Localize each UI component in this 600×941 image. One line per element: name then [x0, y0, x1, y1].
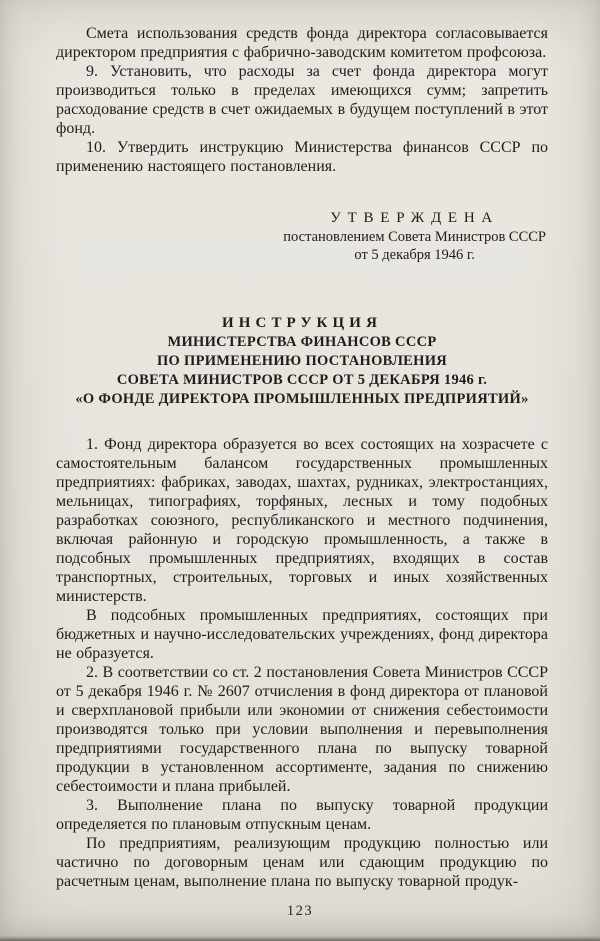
paragraph-item-2: 2. В соответствии со ст. 2 постановления Совета Министров СССР от 5 декабря 1946 г. № 2607 отчисления в фонд директора от плановой и сверхплановой прибыли или экономии от снижения себестоимости производятся только при условии выполнения и перевыполнения предприятиями государственного плана по выпуску товарной продукции в установленном ассортименте, задания по снижению себестоимости и плана прибылей. [56, 664, 548, 795]
approval-line-date: от 5 декабря 1946 г. [354, 247, 475, 263]
heading-line-ministry: МИНИСТЕРСТВА ФИНАНСОВ СССР [167, 334, 437, 350]
instruction-heading [56, 314, 548, 409]
instruction-body [56, 435, 548, 891]
paragraph-item-10: 10. Утвердить инструкцию Министерства финансов СССР по применению настоящего постановления. [56, 139, 548, 175]
paragraph-fund-estimate: Смета использования средств фонда директора согласовывается директором предприятия с фабрично-заводским комитетом профсоюза. [56, 25, 548, 61]
heading-line-instruction: ИНСТРУКЦИЯ [221, 315, 382, 331]
paragraph-subsidiary-note: В подсобных промышленных предприятиях, состоящих при бюджетных и научно-исследовательских учреждениях, фонд директора не образуется. [56, 607, 548, 662]
paragraph-item-3: 3. Выполнение плана по выпуску товарной продукции определяется по плановым отпускным ценам. [56, 797, 548, 833]
approval-line-resolution: постановлением Совета Министров СССР [283, 229, 546, 245]
page-number: 123 [286, 903, 314, 919]
approval-block [283, 208, 546, 264]
approval-title: УТВЕРЖДЕНА [330, 210, 500, 226]
heading-line-application: ПО ПРИМЕНЕНИЮ ПОСТАНОВЛЕНИЯ [156, 353, 448, 369]
paragraph-contract-prices: По предприятиям, реализующим продукцию полностью или частично по договорным ценам или сдающим продукцию по расчетным ценам, выполнение плана по выпуску товарной продук- [56, 835, 548, 890]
paragraph-item-1: 1. Фонд директора образуется во всех состоящих на хозрасчете с самостоятельным балансом государственных промышленных предприятиях: фабриках, заводах, шахтах, рудниках, электростанциях, мельницах, типографиях, торфяных, лесных и тому подобных разработках союзного, республиканского и местного подчинения, включая районную и городскую промышленность, а также в подсобных промышленных предприятиях, входящих в состав транспортных, строительных, торговых и иных хозяйственных министерств. [56, 436, 548, 605]
scan-edge-shadow [0, 936, 600, 941]
heading-line-fund-title: «О ФОНДЕ ДИРЕКТОРА ПРОМЫШЛЕННЫХ ПРЕДПРИЯТИЙ» [75, 391, 529, 407]
heading-line-council-date: СОВЕТА МИНИСТРОВ СССР ОТ 5 ДЕКАБРЯ 1946 г. [116, 372, 488, 388]
paragraph-item-9: 9. Установить, что расходы за счет фонда директора могут производиться только в пределах имеющихся сумм; запретить расходование средств в счет ожидаемых в будущем поступлений в этот фонд. [56, 63, 548, 137]
